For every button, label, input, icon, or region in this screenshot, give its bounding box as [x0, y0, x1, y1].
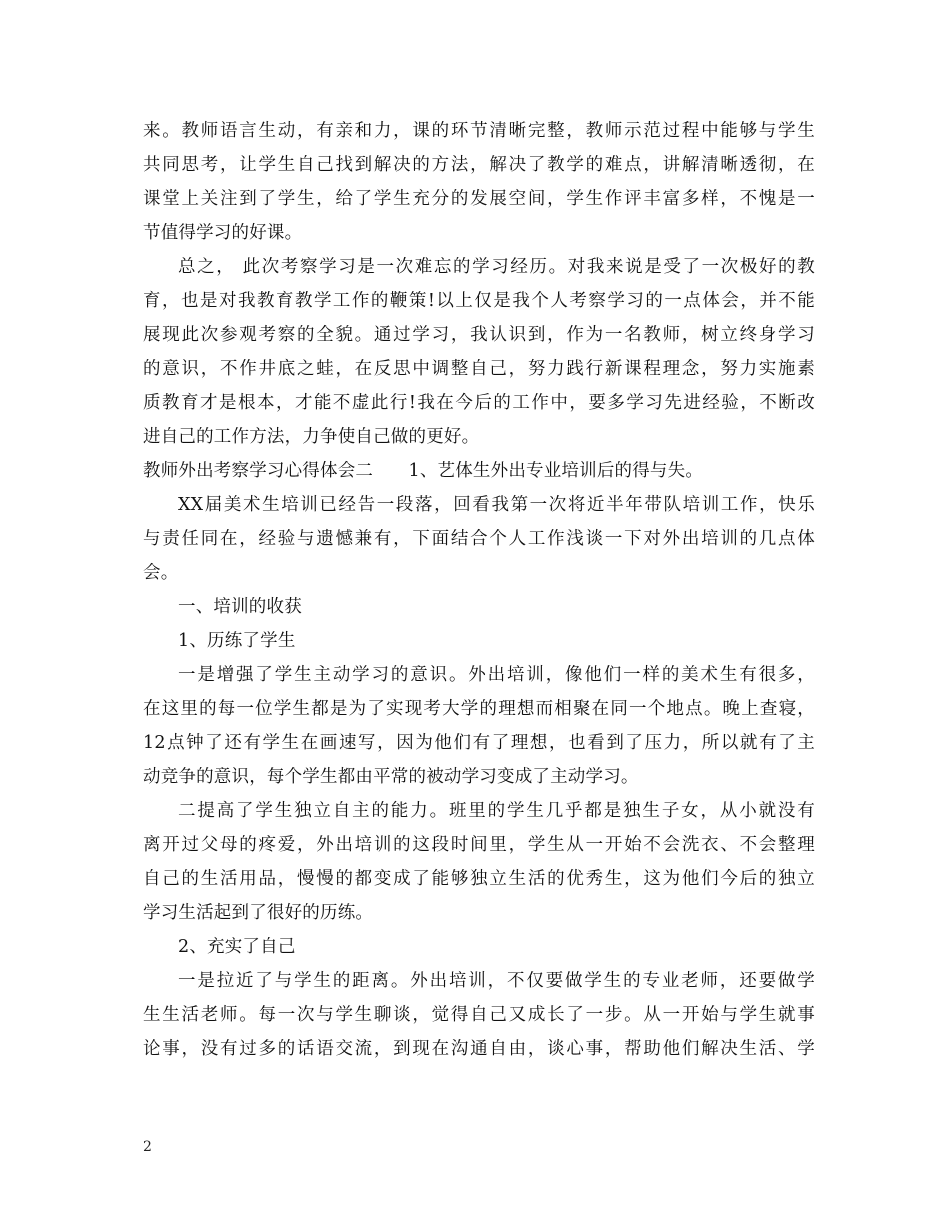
text-line: 质教育才是根本，才能不虚此行!我在今后的工作中，要多学习先进经验，不断改: [143, 393, 815, 413]
text-line: 12点钟了还有学生在画速写，因为他们有了理想，也看到了压力，所以就有了主: [143, 733, 815, 753]
text-line: 来。教师语言生动，有亲和力，课的环节清晰完整，教师示范过程中能够与学生: [143, 121, 815, 141]
text-line: 论事，没有过多的话语交流，到现在沟通自由，谈心事，帮助他们解决生活、学: [143, 1039, 815, 1059]
text-line: 2、充实了自己: [178, 937, 296, 957]
text-line: 在这里的每一位学生都是为了实现考大学的理想而相聚在同一个地点。晚上查寝，: [143, 699, 815, 719]
text-line: 学习生活起到了很好的历练。: [143, 903, 374, 923]
text-line: 动竞争的意识，每个学生都由平常的被动学习变成了主动学习。: [143, 767, 639, 787]
text-line: 进自己的工作方法，力争使自己做的更好。: [143, 427, 480, 447]
text-line: 总之， 此次考察学习是一次难忘的学习经历。对我来说是受了一次极好的教: [178, 257, 815, 277]
text-line: 课堂上关注到了学生，给了学生充分的发展空间，学生作评丰富多样，不愧是一: [143, 189, 815, 209]
text-line: 一是增强了学生主动学习的意识。外出培训，像他们一样的美术生有很多，: [178, 665, 815, 685]
text-line: 共同思考，让学生自己找到解决的方法，解决了教学的难点，讲解清晰透彻，在: [143, 155, 815, 175]
text-line: 一、培训的收获: [178, 597, 302, 617]
text-line: 离开过父母的疼爱，外出培训的这段时间里，学生从一开始不会洗衣、不会整理: [143, 835, 815, 855]
page-number: 2: [143, 1139, 152, 1155]
text-line: 育，也是对我教育教学工作的鞭策!以上仅是我个人考察学习的一点体会，并不能: [143, 291, 815, 311]
text-line: 二提高了学生独立自主的能力。班里的学生几乎都是独生子女，从小就没有: [178, 801, 815, 821]
text-line: 的意识，不作井底之蛙，在反思中调整自己，努力践行新课程理念，努力实施素: [143, 359, 815, 379]
text-line: 会。: [143, 563, 179, 583]
text-line: 与责任同在，经验与遗憾兼有，下面结合个人工作浅谈一下对外出培训的几点体: [143, 529, 815, 549]
text-line: 教师外出考察学习心得体会二 1、艺体生外出专业培训后的得与失。: [143, 461, 704, 481]
text-line: 1、历练了学生: [178, 631, 296, 651]
text-line: 展现此次参观考察的全貌。通过学习，我认识到，作为一名教师，树立终身学习: [143, 325, 815, 345]
text-line: 节值得学习的好课。: [143, 223, 303, 243]
text-line: 自己的生活用品，慢慢的都变成了能够独立生活的优秀生，这为他们今后的独立: [143, 869, 815, 889]
text-line: 一是拉近了与学生的距离。外出培训，不仅要做学生的专业老师，还要做学: [178, 971, 815, 991]
document-body: [143, 114, 815, 1066]
text-line: 生生活老师。每一次与学生聊谈，觉得自己又成长了一步。从一开始与学生就事: [143, 1005, 815, 1025]
text-line: XX届美术生培训已经告一段落，回看我第一次将近半年带队培训工作，快乐: [178, 495, 815, 515]
